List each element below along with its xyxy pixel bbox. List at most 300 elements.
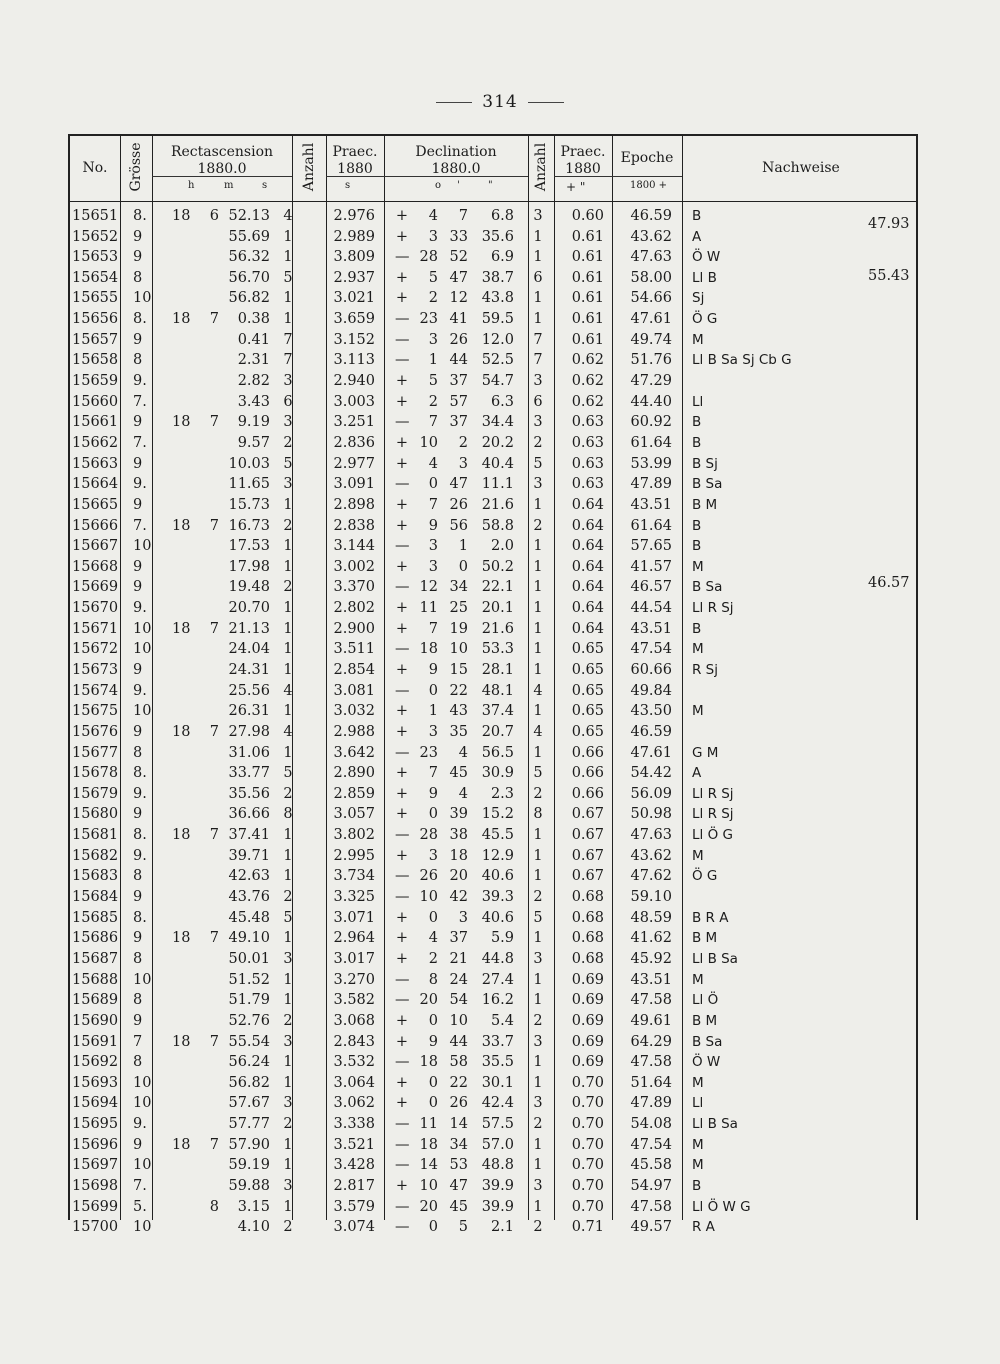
ra-count: 3 <box>283 414 293 431</box>
dec-degrees: 7 <box>428 496 438 513</box>
dec-minutes: 38 <box>449 827 468 844</box>
ra-count: 1 <box>283 1054 293 1071</box>
magnitude: 10 <box>133 290 152 307</box>
references: M <box>692 1136 704 1153</box>
magnitude: 9 <box>133 930 143 947</box>
star-number: 15693 <box>72 1074 119 1091</box>
ra-count: 2 <box>283 785 293 802</box>
ra-precession: 2.898 <box>333 496 375 513</box>
ra-seconds: 21.13 <box>228 620 270 637</box>
ra-count: 5 <box>283 269 293 286</box>
margin-note: 55.43 <box>868 268 910 284</box>
dec-degrees: 7 <box>428 765 438 782</box>
ra-count: 3 <box>283 476 293 493</box>
epoche-subrule <box>612 176 682 178</box>
epoch: 49.74 <box>630 331 672 348</box>
dec-minutes: 37 <box>449 414 468 431</box>
magnitude: 10 <box>133 1074 152 1091</box>
ra-count: 1 <box>283 992 293 1009</box>
dec-precession: 0.62 <box>571 373 604 389</box>
magnitude: 9 <box>133 579 143 596</box>
ra-minutes: 8 <box>209 1198 219 1215</box>
dec-seconds: 21.6 <box>481 496 514 513</box>
ra-minutes: 7 <box>209 620 219 637</box>
dec-count: 5 <box>533 765 543 782</box>
ra-seconds: 4.10 <box>237 1219 270 1236</box>
references: A <box>692 228 702 245</box>
dec-seconds: 28.1 <box>481 662 514 678</box>
table-row <box>0 1178 1000 1198</box>
header-anzahl-dec: Anzahl <box>533 142 549 192</box>
references: Ö W <box>692 249 721 266</box>
star-number: 15698 <box>72 1178 119 1194</box>
star-number: 15651 <box>72 208 119 224</box>
references: Ll B Sa Sj Cb G <box>692 352 792 369</box>
dec-degrees: 0 <box>428 909 438 926</box>
table-row <box>0 868 1000 888</box>
dec-sign: — <box>395 352 410 369</box>
ra-minutes: 7 <box>209 724 219 740</box>
dec-count: 6 <box>533 393 543 410</box>
dec-minutes: 20 <box>449 868 468 885</box>
dec-sign: + <box>395 951 409 967</box>
dec-minutes: 3 <box>458 909 468 926</box>
ra-seconds: 52.76 <box>228 1012 270 1029</box>
ra-hours: 18 <box>172 208 191 224</box>
table-row <box>0 724 1000 744</box>
ra-count: 1 <box>283 249 293 266</box>
dec-minutes: 34 <box>449 579 468 596</box>
dec-precession: 0.65 <box>571 703 604 720</box>
dec-degrees: 10 <box>419 889 438 905</box>
dec-seconds: 2.3 <box>490 785 514 802</box>
dec-sign: + <box>395 1033 409 1050</box>
dec-sign: — <box>395 827 410 844</box>
dec-count: 5 <box>533 455 543 472</box>
magnitude: 9 <box>133 1136 143 1153</box>
star-number: 15665 <box>72 496 119 513</box>
dec-count: 1 <box>533 1074 543 1091</box>
dec-sign: — <box>395 538 410 555</box>
references: B M <box>692 930 718 947</box>
header-nachweise: Nachweise <box>762 160 840 176</box>
ra-seconds: 11.65 <box>228 476 270 493</box>
dec-seconds: 52.5 <box>481 352 514 369</box>
table-row <box>0 683 1000 703</box>
dec-sign: + <box>395 909 409 926</box>
dec-seconds: 54.7 <box>481 373 514 389</box>
dec-precession: 0.69 <box>571 992 604 1009</box>
dec-degrees: 1 <box>428 352 438 369</box>
star-number: 15674 <box>72 682 119 699</box>
ra-count: 2 <box>283 579 293 596</box>
table-row <box>0 270 1000 290</box>
magnitude: 9. <box>133 476 147 493</box>
magnitude: 9. <box>133 1116 147 1132</box>
dec-seconds: 39.3 <box>481 889 514 905</box>
dec-precession: 0.64 <box>571 496 604 513</box>
dec-count: 1 <box>533 249 543 266</box>
dec-precession: 0.65 <box>571 641 604 658</box>
ra-precession: 2.802 <box>333 600 375 616</box>
ra-hours: 18 <box>172 1033 191 1050</box>
ra-precession: 3.511 <box>333 641 375 658</box>
dec-minutes: 7 <box>458 208 468 224</box>
dec-degrees: 9 <box>428 662 438 678</box>
magnitude: 10 <box>133 641 152 658</box>
table-row <box>0 641 1000 661</box>
ra-seconds: 2.82 <box>237 373 270 389</box>
dec-precession: 0.61 <box>571 228 604 245</box>
table-row <box>0 373 1000 393</box>
star-number: 15683 <box>72 868 119 885</box>
epoch: 43.62 <box>630 847 672 864</box>
magnitude: 10 <box>133 620 152 637</box>
dec-precession: 0.70 <box>571 1178 604 1194</box>
references: B R A <box>692 909 729 926</box>
ra-seconds: 57.77 <box>228 1116 270 1132</box>
ra-unit-h: h <box>188 180 195 191</box>
ra-precession: 3.642 <box>333 744 375 761</box>
ra-count: 1 <box>283 620 293 637</box>
dec-seconds: 39.9 <box>481 1198 514 1215</box>
star-number: 15691 <box>72 1033 119 1050</box>
ra-seconds: 3.15 <box>237 1198 270 1215</box>
epoch: 49.61 <box>630 1012 672 1029</box>
dec-count: 5 <box>533 909 543 926</box>
dec-count: 6 <box>533 269 543 286</box>
ra-seconds: 39.71 <box>228 847 270 864</box>
dec-seconds: 37.4 <box>481 703 514 720</box>
dec-precession: 0.66 <box>571 744 604 761</box>
star-number: 15663 <box>72 455 119 472</box>
dec-minutes: 10 <box>449 1012 468 1029</box>
star-number: 15656 <box>72 311 119 328</box>
dec-count: 1 <box>533 558 543 575</box>
header-declination: Declination 1880.0 <box>415 144 497 177</box>
dec-unit-deg: o <box>435 180 442 191</box>
star-number: 15681 <box>72 827 119 844</box>
table-row <box>0 208 1000 228</box>
magnitude: 8 <box>133 352 143 369</box>
table-row <box>0 290 1000 310</box>
dec-seconds: 15.2 <box>481 806 514 823</box>
dec-degrees: 0 <box>428 682 438 699</box>
ra-precession: 3.532 <box>333 1054 375 1071</box>
ra-precession: 3.734 <box>333 868 375 885</box>
ra-count: 1 <box>283 744 293 761</box>
table-row <box>0 806 1000 826</box>
magnitude: 10 <box>133 1219 152 1236</box>
praec-subrule <box>326 176 384 178</box>
dec-seconds: 2.0 <box>490 538 514 555</box>
ra-seconds: 31.06 <box>228 744 270 761</box>
magnitude: 9 <box>133 558 143 575</box>
dec-degrees: 23 <box>419 744 438 761</box>
dec-count: 1 <box>533 620 543 637</box>
dec-sign: — <box>395 744 410 761</box>
dec-count: 1 <box>533 1054 543 1071</box>
references: Ll <box>692 1095 704 1112</box>
ra-precession: 3.152 <box>333 331 375 348</box>
dec-degrees: 0 <box>428 1095 438 1112</box>
ra-seconds: 56.32 <box>228 249 270 266</box>
dec-count: 1 <box>533 1157 543 1174</box>
dec-minutes: 18 <box>449 847 468 864</box>
epoch: 60.66 <box>630 662 672 678</box>
ra-count: 4 <box>283 208 293 224</box>
dec-precession: 0.63 <box>571 455 604 472</box>
epoch: 43.51 <box>630 620 672 637</box>
dec-precession: 0.68 <box>571 951 604 967</box>
dec-precession: 0.66 <box>571 785 604 802</box>
ra-precession: 2.859 <box>333 785 375 802</box>
header-groesse: Grösse <box>128 142 144 192</box>
dec-count: 8 <box>533 806 543 823</box>
epoch: 54.42 <box>630 765 672 782</box>
dec-degrees: 7 <box>428 620 438 637</box>
dec-degrees: 7 <box>428 414 438 431</box>
dec-count: 3 <box>533 414 543 431</box>
dec-count: 2 <box>533 435 543 451</box>
dec-count: 3 <box>533 951 543 967</box>
star-number: 15689 <box>72 992 119 1009</box>
ra-count: 1 <box>283 1198 293 1215</box>
dec-count: 4 <box>533 724 543 740</box>
table-row <box>0 1199 1000 1219</box>
dec-minutes: 42 <box>449 889 468 905</box>
ra-seconds: 42.63 <box>228 868 270 885</box>
dec-degrees: 9 <box>428 785 438 802</box>
dec-degrees: 26 <box>419 868 438 885</box>
table-row <box>0 1034 1000 1054</box>
references: G M <box>692 744 719 761</box>
table-row <box>0 889 1000 909</box>
ra-precession: 3.428 <box>333 1157 375 1174</box>
dec-precession: 0.69 <box>571 1012 604 1029</box>
ra-count: 5 <box>283 909 293 926</box>
dec-count: 1 <box>533 992 543 1009</box>
dec-seconds: 59.5 <box>481 311 514 328</box>
dec-minutes: 14 <box>449 1116 468 1132</box>
dec-precession: 0.70 <box>571 1136 604 1153</box>
dec-minutes: 45 <box>449 1198 468 1215</box>
table-row <box>0 786 1000 806</box>
dec-seconds: 34.4 <box>481 414 514 431</box>
epoch: 46.57 <box>630 579 672 596</box>
dec-degrees: 1 <box>428 703 438 720</box>
ra-seconds: 2.31 <box>237 352 270 369</box>
ra-count: 8 <box>283 806 293 823</box>
dec-seconds: 12.0 <box>481 331 514 348</box>
dec-minutes: 21 <box>449 951 468 967</box>
table-row <box>0 311 1000 331</box>
table-row <box>0 579 1000 599</box>
dec-minutes: 39 <box>449 806 468 823</box>
dec-seconds: 30.9 <box>481 765 514 782</box>
magnitude: 10 <box>133 703 152 720</box>
dec-seconds: 5.9 <box>490 930 514 947</box>
table-row <box>0 497 1000 517</box>
ra-count: 2 <box>283 517 293 534</box>
ra-count: 1 <box>283 600 293 616</box>
ra-count: 1 <box>283 228 293 245</box>
dec-seconds: 44.8 <box>481 951 514 967</box>
star-number: 15684 <box>72 889 119 905</box>
epoch: 61.64 <box>630 435 672 451</box>
dec-degrees: 18 <box>419 641 438 658</box>
ra-precession: 2.988 <box>333 724 375 740</box>
dec-count: 1 <box>533 311 543 328</box>
references: B Sj <box>692 455 718 472</box>
references: B Sa <box>692 579 723 596</box>
epoch: 57.65 <box>630 538 672 555</box>
star-number: 15696 <box>72 1136 119 1153</box>
dec-sign: — <box>395 476 410 493</box>
magnitude: 9 <box>133 662 143 678</box>
references: R Sj <box>692 662 718 678</box>
dec-sign: + <box>395 1074 409 1091</box>
references: Ll Ö <box>692 992 719 1009</box>
dec-sign: — <box>395 579 410 596</box>
dec-seconds: 6.8 <box>490 208 514 224</box>
ra-precession: 3.338 <box>333 1116 375 1132</box>
table-row <box>0 414 1000 434</box>
dec-count: 3 <box>533 1178 543 1194</box>
dec-count: 1 <box>533 1198 543 1215</box>
magnitude: 7. <box>133 517 147 534</box>
magnitude: 10 <box>133 1095 152 1112</box>
dec-degrees: 0 <box>428 806 438 823</box>
dec-degrees: 4 <box>428 455 438 472</box>
dec-seconds: 11.1 <box>481 476 514 493</box>
ra-seconds: 9.57 <box>237 435 270 451</box>
dec-count: 1 <box>533 930 543 947</box>
dec-minutes: 4 <box>458 744 468 761</box>
dec-minutes: 47 <box>449 1178 468 1194</box>
dec-minutes: 24 <box>449 971 468 988</box>
ra-seconds: 33.77 <box>228 765 270 782</box>
dec-minutes: 52 <box>449 249 468 266</box>
star-number: 15677 <box>72 744 119 761</box>
references: B <box>692 517 702 534</box>
ra-precession: 2.977 <box>333 455 375 472</box>
ra-seconds: 56.82 <box>228 1074 270 1091</box>
ra-seconds: 55.69 <box>228 228 270 245</box>
dec-minutes: 37 <box>449 930 468 947</box>
magnitude: 8 <box>133 992 143 1009</box>
star-number: 15669 <box>72 579 119 596</box>
epoch: 43.50 <box>630 703 672 720</box>
epoch: 41.57 <box>630 558 672 575</box>
dec-seconds: 35.5 <box>481 1054 514 1071</box>
epoch: 54.08 <box>630 1116 672 1132</box>
star-number: 15660 <box>72 393 119 410</box>
epoch: 61.64 <box>630 517 672 534</box>
dec-precession: 0.70 <box>571 1157 604 1174</box>
epoch: 47.54 <box>630 1136 672 1153</box>
ra-count: 3 <box>283 1178 293 1194</box>
dec-sign: + <box>395 806 409 823</box>
dec-count: 1 <box>533 827 543 844</box>
ra-count: 6 <box>283 393 293 410</box>
table-row <box>0 1054 1000 1074</box>
dec-seconds: 5.4 <box>490 1012 514 1029</box>
ra-count: 1 <box>283 558 293 575</box>
star-number: 15654 <box>72 269 119 286</box>
ra-seconds: 27.98 <box>228 724 270 740</box>
ra-count: 1 <box>283 1157 293 1174</box>
epoch: 46.59 <box>630 724 672 740</box>
dec-degrees: 10 <box>419 1178 438 1194</box>
table-row <box>0 352 1000 372</box>
references: B M <box>692 496 718 513</box>
dec-minutes: 15 <box>449 662 468 678</box>
star-number: 15658 <box>72 352 119 369</box>
star-number: 15687 <box>72 951 119 967</box>
ra-count: 1 <box>283 662 293 678</box>
epoch: 54.66 <box>630 290 672 307</box>
dec-degrees: 0 <box>428 476 438 493</box>
ra-subrule <box>152 176 292 178</box>
dec-minutes: 1 <box>458 538 468 555</box>
dec-degrees: 14 <box>419 1157 438 1174</box>
ra-count: 1 <box>283 827 293 844</box>
references: R A <box>692 1219 715 1236</box>
star-number: 15700 <box>72 1219 119 1236</box>
references: M <box>692 558 704 575</box>
star-number: 15694 <box>72 1095 119 1112</box>
dec-seconds: 39.9 <box>481 1178 514 1194</box>
epoch: 47.89 <box>630 476 672 493</box>
dec-sign: — <box>395 311 410 328</box>
ra-count: 2 <box>283 889 293 905</box>
dec-precession: 0.67 <box>571 847 604 864</box>
table-row <box>0 518 1000 538</box>
star-number: 15695 <box>72 1116 119 1132</box>
ra-precession: 2.900 <box>333 620 375 637</box>
ra-seconds: 56.82 <box>228 290 270 307</box>
dec-sign: + <box>395 435 409 451</box>
references: M <box>692 1157 704 1174</box>
dec-minutes: 37 <box>449 373 468 389</box>
star-number: 15671 <box>72 620 119 637</box>
margin-note: 47.93 <box>868 216 910 232</box>
ra-count: 1 <box>283 290 293 307</box>
star-number: 15659 <box>72 373 119 389</box>
ra-seconds: 59.88 <box>228 1178 270 1194</box>
epoch: 51.64 <box>630 1074 672 1091</box>
dec-count: 1 <box>533 228 543 245</box>
dec-sign: — <box>395 1157 410 1174</box>
dec-seconds: 50.2 <box>481 558 514 575</box>
ra-precession: 2.940 <box>333 373 375 389</box>
star-number: 15655 <box>72 290 119 307</box>
ra-hours: 18 <box>172 1136 191 1153</box>
magnitude: 7. <box>133 1178 147 1194</box>
dec-sign: + <box>395 600 409 616</box>
table-row <box>0 848 1000 868</box>
references: Ll R Sj <box>692 785 734 802</box>
magnitude: 5. <box>133 1198 147 1215</box>
references: Ll B <box>692 269 717 286</box>
ra-seconds: 0.41 <box>237 331 270 348</box>
dec-precession: 0.64 <box>571 620 604 637</box>
header-epoche: Epoche <box>620 150 674 166</box>
epoch: 47.89 <box>630 1095 672 1112</box>
dec-sign: + <box>395 620 409 637</box>
ra-precession: 3.032 <box>333 703 375 720</box>
